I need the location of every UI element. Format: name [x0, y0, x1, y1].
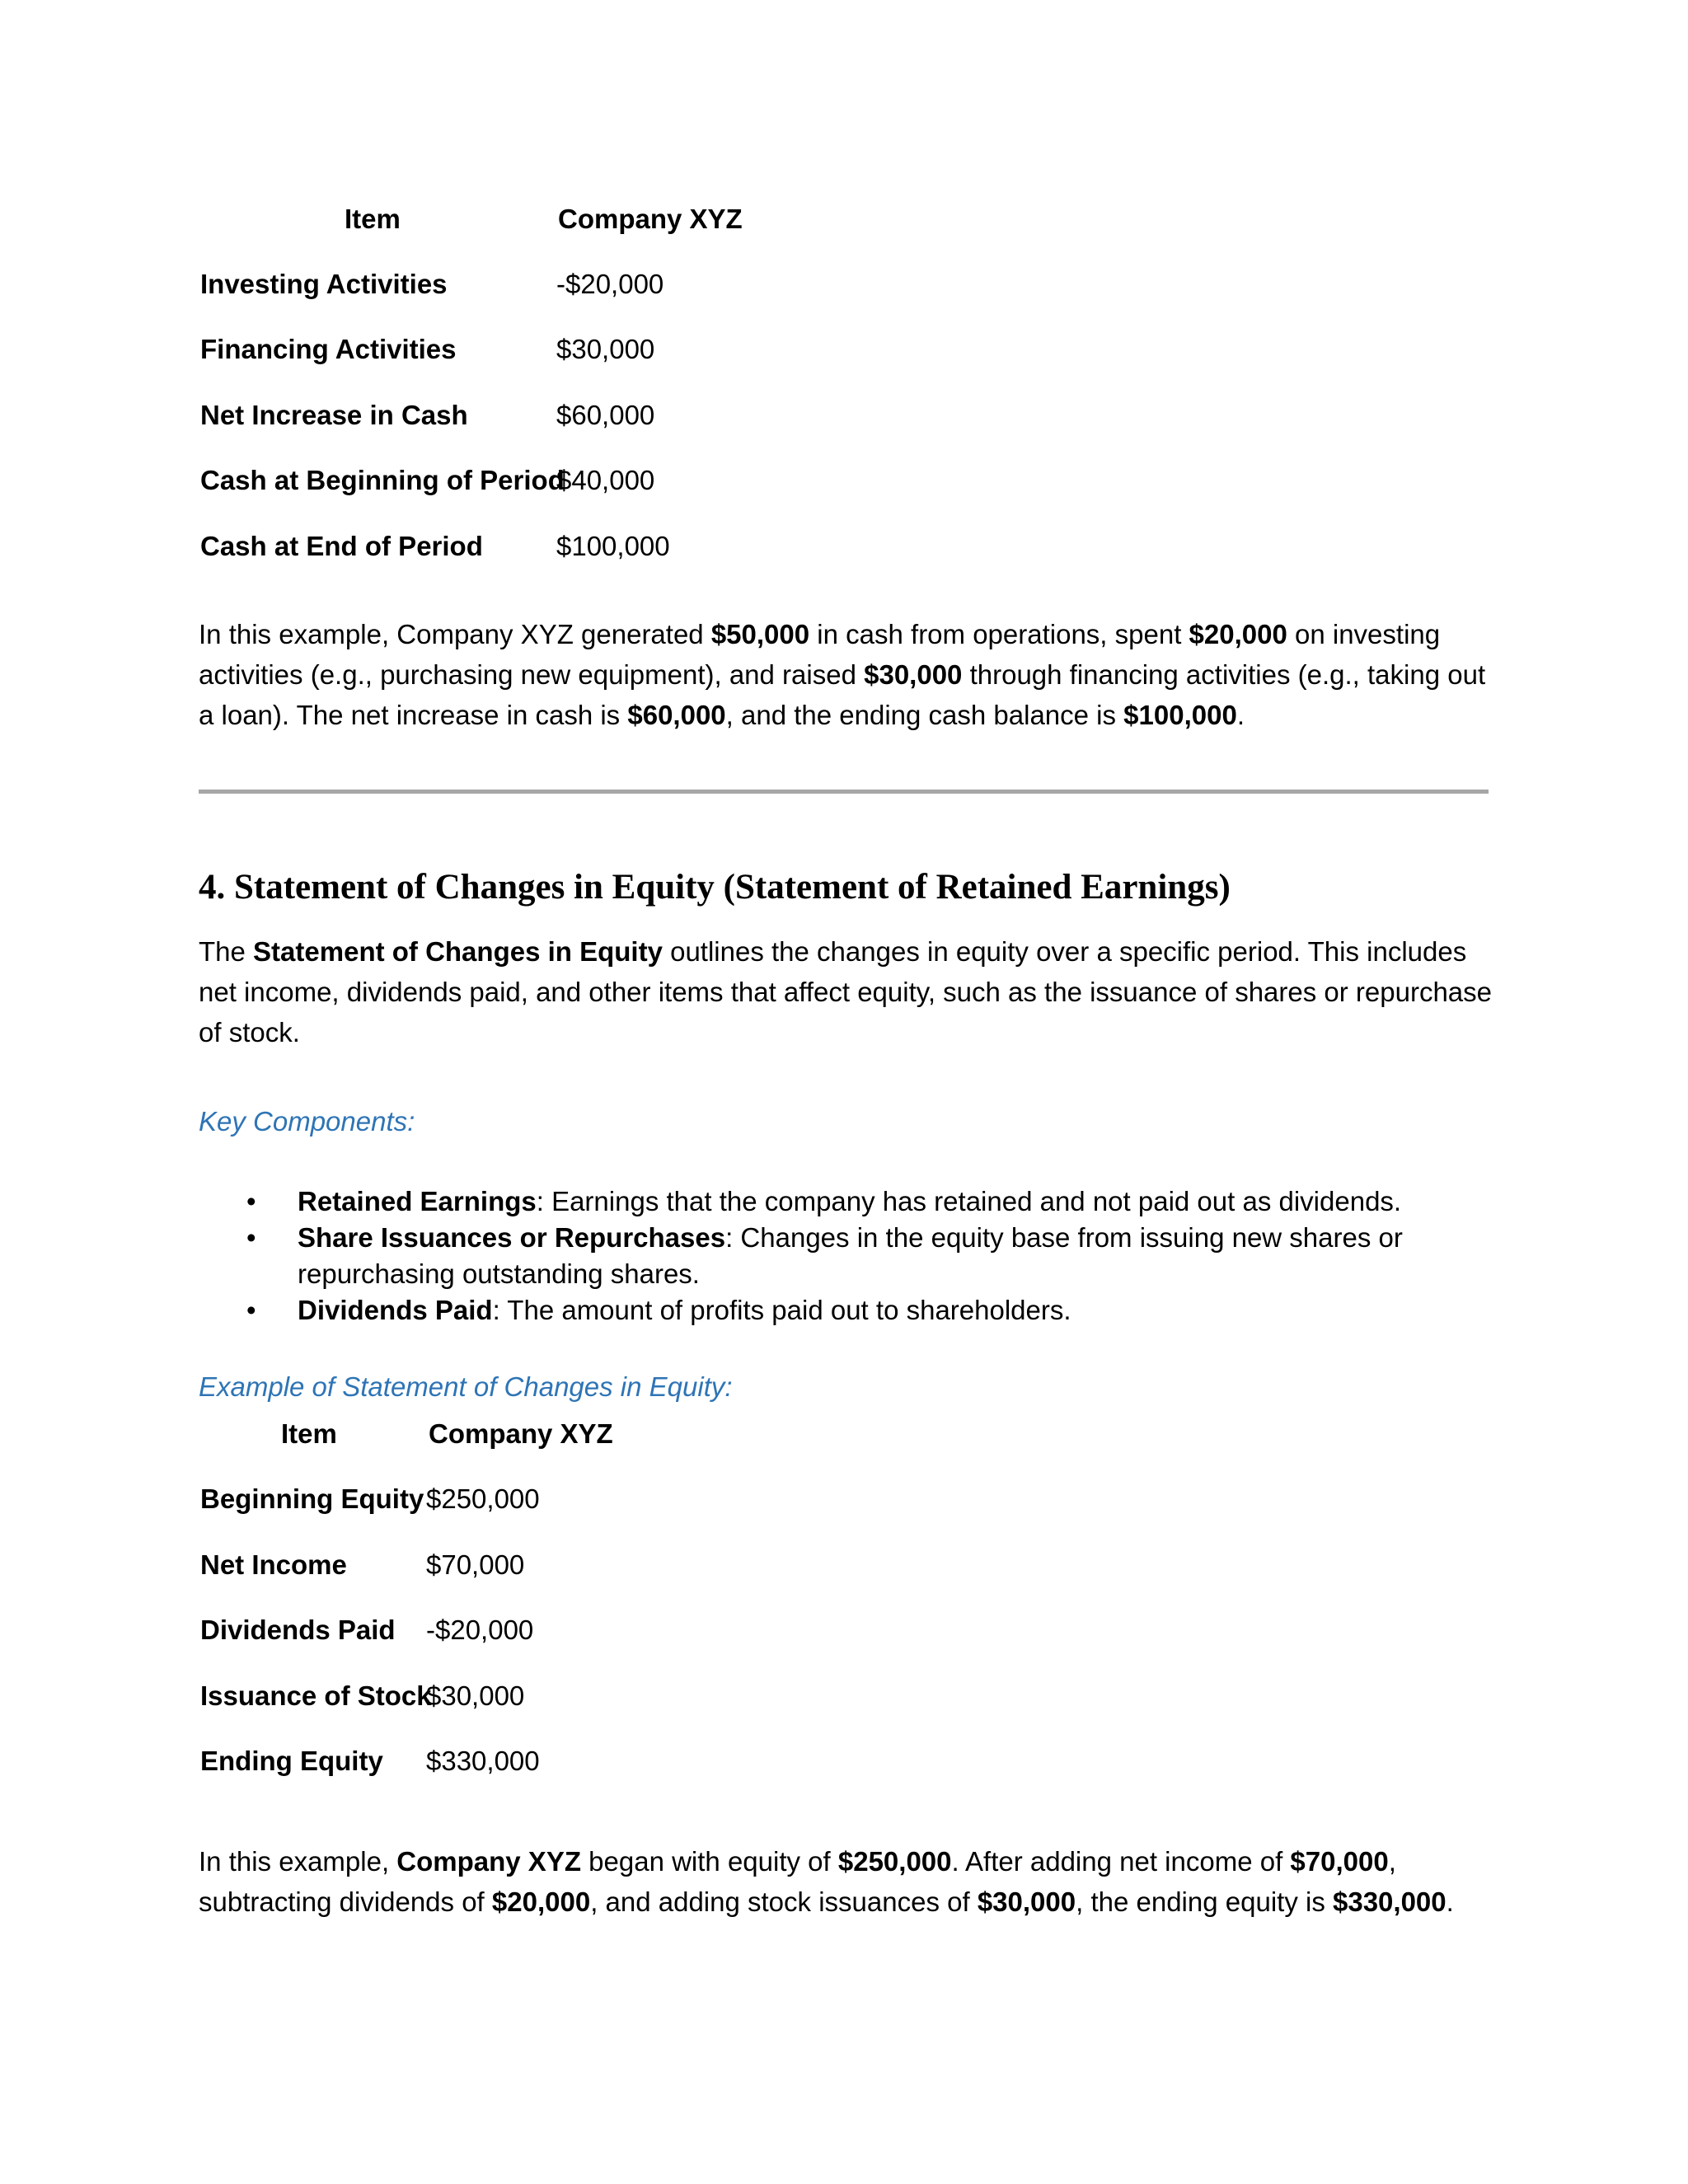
bullet-term: Dividends Paid	[298, 1295, 493, 1325]
bold-run: Statement of Changes in Equity	[253, 936, 663, 967]
table-row-value: $100,000	[556, 531, 670, 561]
bullet-term: Share Issuances or Repurchases	[298, 1222, 726, 1253]
bold-run: $70,000	[1290, 1846, 1389, 1877]
bold-run: $20,000	[491, 1886, 591, 1917]
text-run: In this example,	[199, 1846, 397, 1877]
table-row-value: $30,000	[426, 1680, 525, 1711]
table-row-value: $30,000	[556, 334, 655, 364]
text-run: in cash from operations, spent	[809, 619, 1189, 649]
text-run: . After adding net income of	[951, 1846, 1291, 1877]
equity-summary-paragraph	[199, 1841, 1493, 1922]
bold-run: $30,000	[864, 659, 963, 690]
text-run: on investing activities (e.g., purchasing new equipment), and raised	[199, 619, 1441, 690]
table-header-company: Company XYZ	[558, 204, 743, 234]
section-intro-paragraph	[199, 931, 1493, 1052]
bold-run: $50,000	[710, 619, 810, 649]
bold-run: $250,000	[837, 1846, 952, 1877]
table-row-label: Dividends Paid	[200, 1615, 396, 1645]
bullet-icon: •	[246, 1186, 256, 1216]
table-row-value: -$20,000	[426, 1615, 534, 1645]
table-row-value: $250,000	[426, 1483, 540, 1514]
bold-run: $30,000	[977, 1886, 1076, 1917]
bullet-icon: •	[246, 1222, 256, 1253]
table-row-label: Beginning Equity	[200, 1483, 424, 1514]
list-item	[199, 1183, 1484, 1220]
text-run: , the ending equity is	[1076, 1886, 1333, 1917]
text-run: .	[1446, 1886, 1454, 1917]
table-header-item: Item	[281, 1418, 337, 1449]
table-row-label: Financing Activities	[200, 334, 457, 364]
bullet-description: : Earnings that the company has retained and not paid out as dividends.	[536, 1186, 1402, 1216]
table-row-label: Cash at End of Period	[200, 531, 483, 561]
section-heading: 4. Statement of Changes in Equity (Statement of Retained Earnings)	[199, 868, 1231, 907]
table-row-label: Investing Activities	[200, 269, 448, 299]
table-row-label: Cash at Beginning of Period	[200, 465, 565, 495]
table-row-label: Net Increase in Cash	[200, 400, 468, 430]
table-row-value: $70,000	[426, 1549, 525, 1580]
text-run: began with equity of	[580, 1846, 838, 1877]
table-row-label: Ending Equity	[200, 1746, 383, 1776]
bold-run: $330,000	[1332, 1886, 1447, 1917]
bold-run: $60,000	[627, 700, 726, 730]
text-run: through financing activities (e.g., taking out a loan). The net increase in cash is	[199, 659, 1486, 730]
bullet-description: : The amount of profits paid out to shareholders.	[492, 1295, 1071, 1325]
cash-flow-summary-paragraph	[199, 614, 1493, 735]
table-row-value: $40,000	[556, 465, 655, 495]
bullet-icon: •	[246, 1295, 256, 1325]
bullet-term: Retained Earnings	[298, 1186, 537, 1216]
table-header-company: Company XYZ	[429, 1418, 613, 1449]
table-row-label: Issuance of Stock	[200, 1680, 432, 1711]
bold-run: $20,000	[1189, 619, 1287, 649]
key-components-heading: Key Components:	[199, 1106, 415, 1137]
bullet-description: : Changes in the equity base from issuing new shares or repurchasing outstanding shares.	[298, 1222, 1403, 1289]
key-components-list	[199, 1183, 1484, 1329]
bold-run: $100,000	[1123, 700, 1237, 730]
text-run: , subtracting dividends of	[199, 1846, 1396, 1917]
table-header-item: Item	[345, 204, 401, 234]
horizontal-divider	[199, 790, 1489, 794]
example-heading: Example of Statement of Changes in Equity:	[199, 1371, 733, 1402]
list-item	[199, 1292, 1484, 1329]
table-row-value: $330,000	[426, 1746, 540, 1776]
text-run: , and adding stock issuances of	[590, 1886, 978, 1917]
text-run: .	[1236, 700, 1245, 730]
table-row-value: -$20,000	[556, 269, 664, 299]
text-run: , and the ending cash balance is	[725, 700, 1124, 730]
table-row-value: $60,000	[556, 400, 655, 430]
text-run: In this example, Company XYZ generated	[199, 619, 711, 649]
list-item	[199, 1220, 1484, 1292]
table-row-label: Net Income	[200, 1549, 347, 1580]
bold-run: Company XYZ	[396, 1846, 581, 1877]
text-run: outlines the changes in equity over a specific period. This includes net income, dividends paid, and other items that affect equity, such as the issuance of shares or repurchase of stock.	[199, 936, 1493, 1047]
text-run: The	[199, 936, 254, 967]
